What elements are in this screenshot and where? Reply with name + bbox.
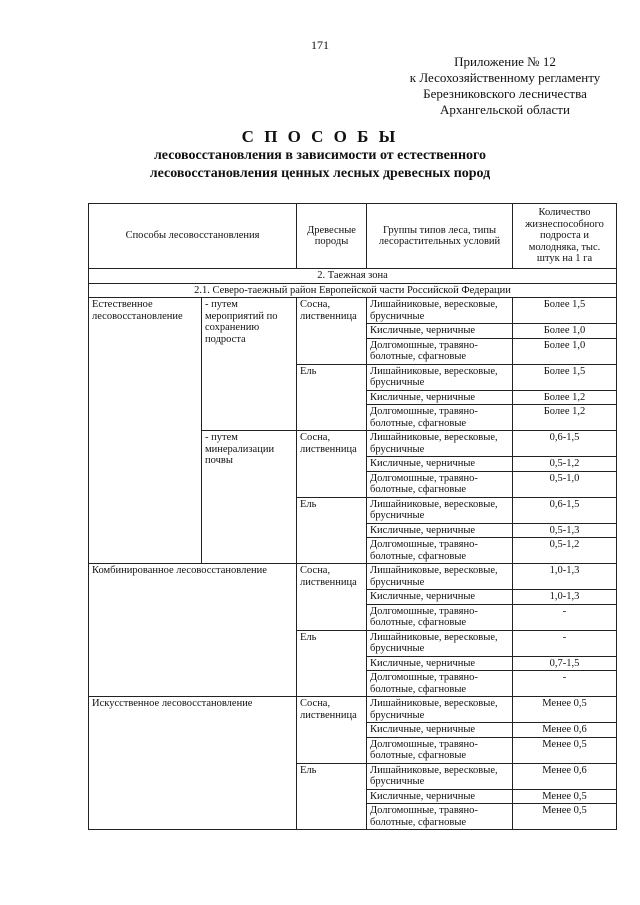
header-groups: Группы типов леса, типы лесорастительных условий [367, 204, 513, 269]
value-cell: Менее 0,5 [513, 789, 617, 804]
group-cell: Кисличные, черничные [367, 590, 513, 605]
value-cell: 1,0-1,3 [513, 590, 617, 605]
group-cell: Кисличные, черничные [367, 457, 513, 472]
value-cell: Более 1,2 [513, 405, 617, 431]
value-cell: Менее 0,5 [513, 804, 617, 830]
zone-row [89, 269, 617, 284]
submethod-preservation: - путем мероприятий по сохранению подроста [202, 298, 297, 431]
district-row [89, 283, 617, 298]
zone-cell: 2. Таежная зона [89, 269, 617, 284]
group-cell: Долгомошные, травяно-болотные, сфагновые [367, 804, 513, 830]
group-cell: Долгомошные, травяно-болотные, сфагновые [367, 604, 513, 630]
subtitle-line: лесовосстановления ценных лесных древесных пород [149, 166, 491, 181]
group-cell: Кисличные, черничные [367, 523, 513, 538]
species-cell: Сосна, лиственница [297, 697, 367, 764]
document-title: С П О С О Б Ы [241, 127, 399, 146]
group-cell: Лишайниковые, вересковые, брусничные [367, 564, 513, 590]
value-cell: 0,7-1,5 [513, 656, 617, 671]
group-cell: Долгомошные, травяно-болотные, сфагновые [367, 338, 513, 364]
value-cell: - [513, 630, 617, 656]
value-cell: Более 1,0 [513, 338, 617, 364]
document-subtitle [90, 147, 550, 183]
species-cell: Сосна, лиственница [297, 298, 367, 365]
appendix-line: к Лесохозяйственному регламенту [409, 70, 601, 85]
value-cell: 0,5-1,3 [513, 523, 617, 538]
reforestation-table [88, 203, 617, 830]
table-row [89, 697, 617, 723]
page-number: 171 [311, 38, 329, 52]
value-cell: Менее 0,6 [513, 723, 617, 738]
group-cell: Лишайниковые, вересковые, брусничные [367, 431, 513, 457]
appendix-line: Березниковского лесничества [423, 86, 587, 101]
subtitle-line: лесовосстановления в зависимости от естественного [153, 148, 487, 163]
value-cell: Более 1,5 [513, 364, 617, 390]
value-cell: 0,6-1,5 [513, 431, 617, 457]
group-cell: Лишайниковые, вересковые, брусничные [367, 497, 513, 523]
species-cell: Сосна, лиственница [297, 564, 367, 631]
value-cell: - [513, 604, 617, 630]
group-cell: Долгомошные, травяно-болотные, сфагновые [367, 538, 513, 564]
value-cell: Более 1,0 [513, 324, 617, 339]
table-header-row [89, 204, 617, 269]
group-cell: Лишайниковые, вересковые, брусничные [367, 630, 513, 656]
value-cell: Менее 0,5 [513, 697, 617, 723]
group-cell: Кисличные, черничные [367, 390, 513, 405]
method-combined: Комбинированное лесовосстановление [89, 564, 297, 697]
district-cell: 2.1. Северо-таежный район Европейской части Российской Федерации [89, 283, 617, 298]
table-row [89, 298, 617, 324]
value-cell: 0,5-1,0 [513, 471, 617, 497]
method-artificial: Искусственное лесовосстановление [89, 697, 297, 830]
group-cell: Долгомошные, травяно-болотные, сфагновые [367, 671, 513, 697]
group-cell: Долгомошные, травяно-болотные, сфагновые [367, 737, 513, 763]
species-cell: Ель [297, 497, 367, 564]
value-cell: 0,5-1,2 [513, 457, 617, 472]
value-cell: Менее 0,5 [513, 737, 617, 763]
appendix-line: Архангельской области [440, 102, 570, 117]
appendix-line: Приложение № 12 [454, 54, 556, 69]
group-cell: Кисличные, черничные [367, 656, 513, 671]
value-cell: Более 1,2 [513, 390, 617, 405]
submethod-mineralization: - путем минерализации почвы [202, 431, 297, 564]
value-cell: - [513, 671, 617, 697]
header-methods: Способы лесовосстановления [89, 204, 297, 269]
header-count: Количество жизнеспособного подроста и молодняка, тыс. штук на 1 га [513, 204, 617, 269]
group-cell: Долгомошные, травяно-болотные, сфагновые [367, 405, 513, 431]
value-cell: 1,0-1,3 [513, 564, 617, 590]
value-cell: 0,6-1,5 [513, 497, 617, 523]
species-cell: Ель [297, 763, 367, 830]
value-cell: Менее 0,6 [513, 763, 617, 789]
appendix-block [390, 54, 620, 118]
species-cell: Ель [297, 630, 367, 697]
group-cell: Лишайниковые, вересковые, брусничные [367, 763, 513, 789]
value-cell: Более 1,5 [513, 298, 617, 324]
group-cell: Лишайниковые, вересковые, брусничные [367, 697, 513, 723]
species-cell: Ель [297, 364, 367, 431]
method-natural: Естественное лесовосстановление [89, 298, 202, 564]
table-row [89, 564, 617, 590]
group-cell: Лишайниковые, вересковые, брусничные [367, 364, 513, 390]
value-cell: 0,5-1,2 [513, 538, 617, 564]
group-cell: Кисличные, черничные [367, 723, 513, 738]
header-species: Древесные породы [297, 204, 367, 269]
group-cell: Кисличные, черничные [367, 324, 513, 339]
group-cell: Кисличные, черничные [367, 789, 513, 804]
group-cell: Долгомошные, травяно-болотные, сфагновые [367, 471, 513, 497]
species-cell: Сосна, лиственница [297, 431, 367, 498]
group-cell: Лишайниковые, вересковые, брусничные [367, 298, 513, 324]
